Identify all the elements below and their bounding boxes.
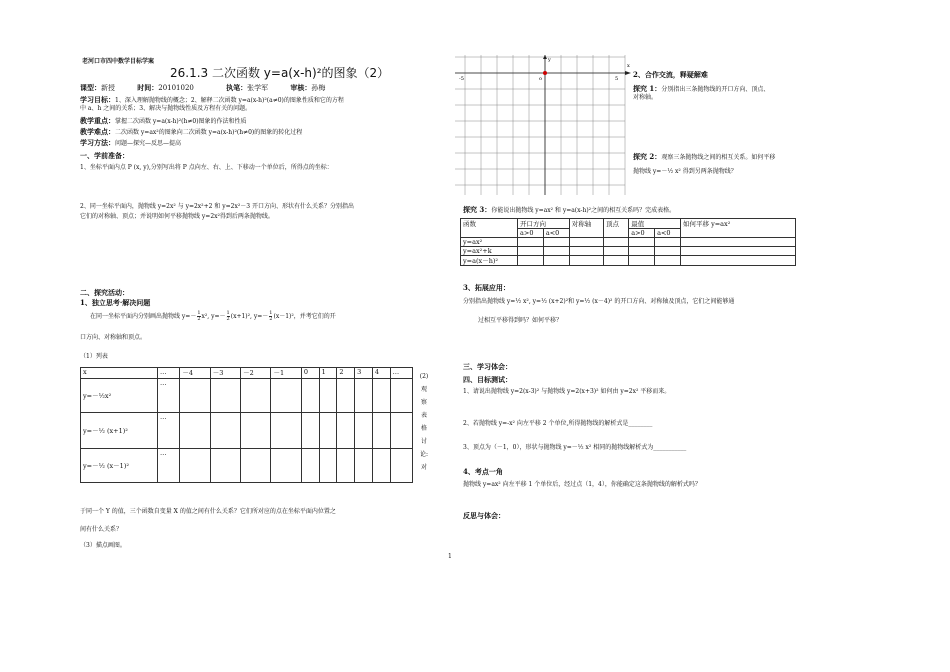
step-3: （3）描点画图。 bbox=[80, 542, 126, 549]
section-1-heading: 一、学前准备： bbox=[80, 151, 129, 160]
table-cell: 如何平移 y=ax² bbox=[681, 219, 796, 238]
explore-2: 探究 2：观察三条抛物线之间的相互关系。如何平移 抛物线 y=－½ x² 得到另两条抛物线？ bbox=[633, 152, 776, 175]
side-note: (2) 观 察 表 格 讨 论: 对 bbox=[419, 373, 429, 471]
table-cell: 函数 bbox=[461, 219, 518, 238]
method: 学习方法：问题—探究—反思—提高 bbox=[80, 138, 182, 147]
row-label: y=－½x² bbox=[81, 379, 158, 413]
table-cell: … bbox=[158, 449, 180, 483]
course-info: 课型：新授 时间：20101020 执笔：张学军 审核：孙梅 bbox=[80, 83, 326, 92]
table-cell: 1 bbox=[319, 368, 337, 379]
row-label: y=ax² bbox=[461, 238, 518, 247]
table-row bbox=[461, 256, 796, 266]
table-cell: 3 bbox=[355, 368, 373, 379]
x-axis-arrow-icon bbox=[625, 71, 631, 75]
question-2b: 它们的对称轴、顶点；并说明如何平移抛物线 y=2x²得到后两条抛物线。 bbox=[80, 213, 274, 220]
table-cell: … bbox=[158, 413, 180, 449]
table-row bbox=[461, 247, 796, 256]
discussion-2: 间有什么关系？ bbox=[80, 526, 123, 533]
subsection-2: 2、合作交流，释疑解难 bbox=[633, 70, 708, 79]
table-header-row bbox=[81, 368, 413, 379]
subsection-4: 4、考点一角 bbox=[463, 467, 503, 476]
y-axis-label: y bbox=[548, 57, 551, 63]
explore-intro-2: 口方向、对称轴和顶点。 bbox=[80, 334, 147, 341]
origin-label: o bbox=[539, 76, 543, 82]
table-cell: 0 bbox=[301, 368, 319, 379]
value-table bbox=[80, 367, 413, 483]
subsection-1: 1、独立思考·解决问题 bbox=[80, 298, 151, 307]
key-point: 教学重点：掌握二次函数 y=a(x-h)²(h≠0)图象的作法和性质 bbox=[80, 116, 247, 125]
page-title: 26.1.3 二次函数 y=a(x-h)²的图象（2） bbox=[170, 66, 390, 80]
table-cell: －4 bbox=[180, 368, 210, 379]
subsection-3: 3、拓展应用： bbox=[463, 283, 510, 292]
extension-1: 分别指出抛物线 y=½ x², y=½ (x+2)²和 y=½ (x－4)² 的开口方向、对称轴及顶点，它们之间能够通 bbox=[463, 298, 735, 305]
table-cell: a>0 bbox=[629, 229, 655, 238]
table-cell: －1 bbox=[271, 368, 301, 379]
explore-intro: 在同一坐标平面内分别画出抛物线 y=－ $\frac{1}{2}$ x², y=－ $\frac{1}{2}$ (x+1)², y=－ $\frac{1}{2}$ (x－1)²，并考它们的开 bbox=[90, 310, 336, 322]
table-row bbox=[461, 238, 796, 247]
table-header-row bbox=[461, 219, 796, 229]
table-cell: … bbox=[390, 368, 412, 379]
row-label: y=－½ (x+1)² bbox=[81, 413, 158, 449]
origin-point bbox=[543, 71, 547, 75]
table-cell: －2 bbox=[241, 368, 271, 379]
tick-label: 5 bbox=[615, 76, 619, 82]
x-axis-label: x bbox=[627, 63, 630, 69]
question-2a: 2、同一坐标平面内，抛物线 y=2x² 与 y=2x²+2 和 y=2x²－3 开口方向、形状有什么关系？分别指出 bbox=[80, 203, 354, 210]
table-cell: x bbox=[81, 368, 158, 379]
section-3-heading: 三、学习体会： bbox=[463, 362, 512, 371]
difficulty: 教学难点：二次函数 y=ax²的图象向二次函数 y=a(x-h)²(h≠0)的图象的转化过程 bbox=[80, 127, 303, 136]
key-point-question: 抛物线 y=ax² 向左平移 1 个单位后，经过点（1，4），你能确定这条抛物线的解析式吗？ bbox=[463, 481, 701, 488]
table-cell: 最值 bbox=[629, 219, 681, 229]
test-3: 3、顶点为（－1，0），形状与抛物线 y=－½ x² 相同的抛物线解析式为___________ bbox=[463, 444, 687, 451]
explore-1: 探究 1：分别指出三条抛物线的开口方向、顶点、 对称轴。 bbox=[633, 84, 770, 101]
table-label: （1）列表 bbox=[80, 353, 108, 360]
table-cell: 对称轴 bbox=[569, 219, 603, 238]
row-label: y=－½ (x－1)² bbox=[81, 449, 158, 483]
test-1: 1、请说出抛物线 y=2(x-3)² 与抛物线 y=2(x+3)² 如何由 y=2x² 平移而来。 bbox=[463, 388, 671, 395]
table-row bbox=[81, 449, 413, 483]
question-1: 1、坐标平面内点 P (x, y),分别写出将 P 点向左、右、上、下移动一个单位后，所得点的坐标： bbox=[80, 164, 333, 171]
table-cell: a<0 bbox=[543, 229, 569, 238]
section-4-heading: 四、目标测试： bbox=[463, 375, 512, 384]
table-row bbox=[81, 379, 413, 413]
objectives: 学习目标：1、深入理解抛物线的概念；2、解释二次函数 y=a(x-h)²(a≠0)的图象性质和它的方程 中 a、h 之间的关系；3、解决与抛物线性质及方程有关的问题。 bbox=[80, 95, 344, 112]
row-label: y=ax²+k bbox=[461, 247, 518, 256]
tick-label: -5 bbox=[459, 76, 464, 82]
table-cell: … bbox=[158, 368, 180, 379]
table-cell: 2 bbox=[337, 368, 355, 379]
page-number: 1 bbox=[448, 553, 452, 560]
table-row bbox=[81, 413, 413, 449]
reflection-heading: 反思与体会： bbox=[463, 511, 505, 520]
extension-2: 过相互平移得到吗？如何平移？ bbox=[478, 317, 563, 324]
test-2: 2、若抛物线 y=-x² 向左平移 2 个单位,所得抛物线的解析式是________ bbox=[463, 420, 653, 427]
explore-3: 探究 3：你能说出抛物线 y=ax² 和 y=a(x-h)²之间的相互关系吗？完成表格。 bbox=[463, 205, 676, 214]
table-cell: 4 bbox=[372, 368, 390, 379]
table-cell: 开口方向 bbox=[518, 219, 570, 229]
table-cell: … bbox=[158, 379, 180, 413]
row-label: y=a(x－h)² bbox=[461, 256, 518, 266]
table-cell: 顶点 bbox=[604, 219, 629, 238]
coordinate-grid bbox=[455, 55, 633, 195]
table-cell: a<0 bbox=[655, 229, 681, 238]
table-cell: －3 bbox=[210, 368, 240, 379]
comparison-table bbox=[460, 218, 796, 266]
school-name: 老河口市四中数学目标学案 bbox=[82, 58, 155, 65]
section-2-heading: 二、探究活动： bbox=[80, 288, 129, 297]
discussion-1: 于同一个 Y 的值，三个函数自变量 X 的值之间有什么关系？它们所对应的点在坐标平面内位置之 bbox=[80, 508, 336, 515]
table-cell: a>0 bbox=[518, 229, 544, 238]
